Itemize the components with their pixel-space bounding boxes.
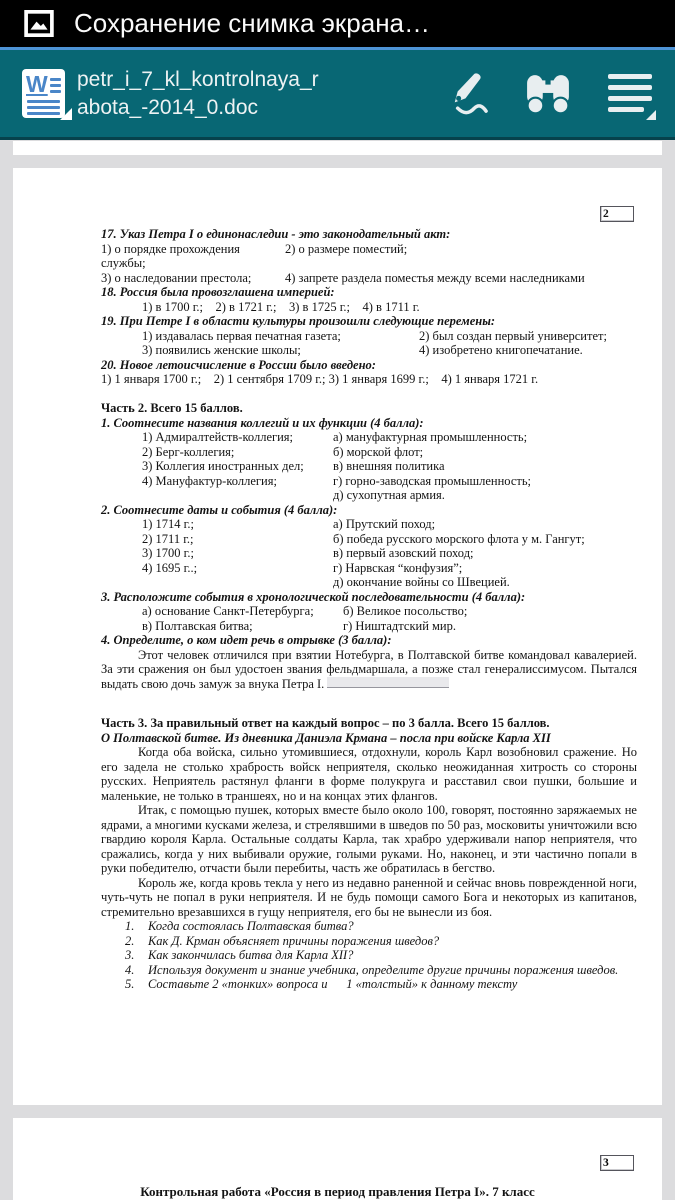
document-scroll-area[interactable]: [0, 140, 675, 1200]
question-18-heading: 18. Россия была провозглашена империей:: [101, 285, 335, 299]
page-3: [13, 1118, 662, 1200]
numbered-question: 1. Когда состоялась Полтавская битва?: [125, 919, 354, 933]
question-19-heading: 19. При Петре I в области культуры произошли следующие перемены:: [101, 314, 496, 328]
doc-icon-letter: W: [26, 71, 48, 97]
question-17-options-row: 1) о порядке прохождения службы; 2) о размере поместий;: [101, 241, 408, 270]
question-18-options: 1) в 1700 г.; 2) в 1721 г.; 3) в 1725 г.; 4) в 1711 г.: [142, 299, 420, 314]
status-bar: [0, 0, 675, 47]
match-row: 4) 1695 г..; г) Нарвская “конфузия”;: [142, 560, 463, 575]
question-19-options-row: 1) издавалась первая печатная газета; 2) был создан первый университет;: [142, 328, 607, 343]
menu-button[interactable]: [606, 70, 653, 117]
match-row: 3) 1700 г.; в) первый азовский поход;: [142, 546, 474, 560]
answer-blank-line: [327, 677, 449, 688]
annotate-button[interactable]: [442, 70, 489, 117]
toolbar-actions: [442, 70, 653, 117]
numbered-question: 2. Как Д. Крман объясняет причины поражения шведов?: [125, 933, 440, 948]
search-button[interactable]: [524, 70, 571, 117]
match-row: 3) Коллегия иностранных дел; в) внешняя политика: [142, 459, 445, 473]
match-row: 2) Берг-коллегия; б) морской флот;: [142, 444, 424, 459]
question-20-options: 1) 1 января 1700 г.; 2) 1 сентября 1709 г.; 3) 1 января 1699 г.; 4) 1 января 1721 г.: [101, 372, 539, 386]
question-17-options-row: 3) о наследовании престола; 4) запрете раздела поместья между всеми наследниками: [101, 270, 585, 285]
page-1-bottom-edge: [13, 141, 662, 155]
page-3-title: Контрольная работа «Россия в период правления Петра I». 7 класс: [140, 1184, 535, 1199]
binoculars-icon: [525, 73, 571, 115]
match-row: 4) Мануфактур-коллегия; г) горно-заводская промышленность;: [142, 473, 532, 488]
source-paragraph: Когда оба войска, сильно утомившиеся, отдохнули, король Карл возобновил сражение. Но его задела не столько храбрость войск неприятеля, сколько неожиданная хитрость со стороны русских. Неприятель растянул фланги в форме полукруга и расставил свои пушки, большие и маленькие, не только в траншеях, но и на концах этих флангов.: [101, 745, 637, 803]
part-3-heading: Часть 3. За правильный ответ на каждый вопрос – по 3 балла. Всего 15 баллов.: [101, 716, 550, 730]
part-3-subheading: О Полтавской битве. Из дневника Даниэла Крмана – посла при войске Карла XII: [101, 730, 551, 745]
page-separator: [0, 1105, 675, 1118]
source-paragraph: Итак, с помощью пушек, которых вместе было около 100, говорят, постоянно заряжаемых не ядрами, а многими кусками железа, и стрелявшими в шведов по 50 раз, московиты уничтожили всю гвардию короля Карла. Остальные солдаты Карла, так храбро удерживали напор неприятеля, что сражались, когда у них выбивали оружие, голыми руками. Но, наконец, и эти частично попали в руки победителю, отчасти были перебиты, часть же обратилась в бегство.: [101, 803, 637, 875]
match-row: 1) 1714 г.; а) Прутский поход;: [142, 517, 436, 531]
match-row: д) окончание войны со Швецией.: [333, 575, 510, 589]
corner-fold-icon: [60, 108, 72, 120]
toolbar: [0, 50, 675, 140]
exercise-3-heading: 3. Расположите события в хронологической последовательности (4 балла):: [101, 589, 526, 604]
numbered-question: 3. Как закончилась битва для Карла XII?: [125, 948, 354, 962]
match-row: в) Полтавская битва; г) Ништадтский мир.: [142, 618, 456, 633]
menu-icon: [608, 74, 652, 114]
exercise-1-heading: 1. Соотнесите названия коллегий и их функции (4 балла):: [101, 415, 424, 430]
filename-line-2: abota_-2014_0.doc: [77, 95, 258, 119]
question-17-heading: 17. Указ Петра I о единонаследии - это законодательный акт:: [101, 227, 451, 241]
exercise-2-heading: 2. Соотнесите даты и события (4 балла):: [101, 502, 338, 517]
exercise-4-heading: 4. Определите, о ком идет речь в отрывке (3 балла):: [101, 633, 392, 647]
source-paragraph: Король же, когда кровь текла у него из недавно раненной и сейчас вновь поврежденной ноги, чуть-чуть не попал в руки неприятеля. И не будь помощи самого Бога и некоторых из капитанов, стремительно врезавшихся в гущу неприятеля, его бы не вынесли из боя.: [101, 875, 637, 919]
page-number-box: 3: [600, 1155, 634, 1171]
page-2-text: [101, 227, 637, 992]
part-2-heading: Часть 2. Всего 15 баллов.: [101, 401, 243, 415]
numbered-question: 4. Используя документ и знание учебника, определите другие причины поражения шведов.: [125, 962, 619, 977]
match-row: д) сухопутная армия.: [333, 488, 445, 502]
exercise-4-text: Этот человек отличился при взятии Нотебурга, в Полтавской битве командовал кавалерией. За эти сражения он был удостоен звания фельдмаршала, а позже стал генералиссимусом. Пытался выдать свою дочь замуж за внука Петра I.: [101, 647, 637, 691]
filename-line-1: petr_i_7_kl_kontrolnaya_r: [77, 67, 319, 91]
pen-icon: [442, 70, 489, 117]
numbered-question: 5. Составьте 2 «тонких» вопроса и 1 «толстый» к данному тексту: [125, 977, 518, 991]
page-2: [13, 168, 662, 1105]
match-row: 1) Адмиралтейств-коллегия; а) мануфактурная промышленность;: [142, 430, 528, 444]
match-row: а) основание Санкт-Петербурга; б) Великое посольство;: [142, 604, 468, 618]
question-20-heading: 20. Новое летоисчисление в России было введено:: [101, 357, 376, 372]
word-document-icon[interactable]: [22, 69, 65, 118]
page-separator: [0, 155, 675, 168]
match-row: 2) 1711 г.; б) победа русского морского флота у м. Гангут;: [142, 531, 585, 546]
question-19-options-row: 3) появились женские школы; 4) изобретено книгопечатание.: [142, 343, 583, 357]
status-notification-text: Сохранение снимка экрана…: [74, 8, 431, 38]
document-filename: [77, 66, 319, 122]
image-icon: [24, 10, 54, 37]
page-number-box: 2: [600, 206, 634, 222]
